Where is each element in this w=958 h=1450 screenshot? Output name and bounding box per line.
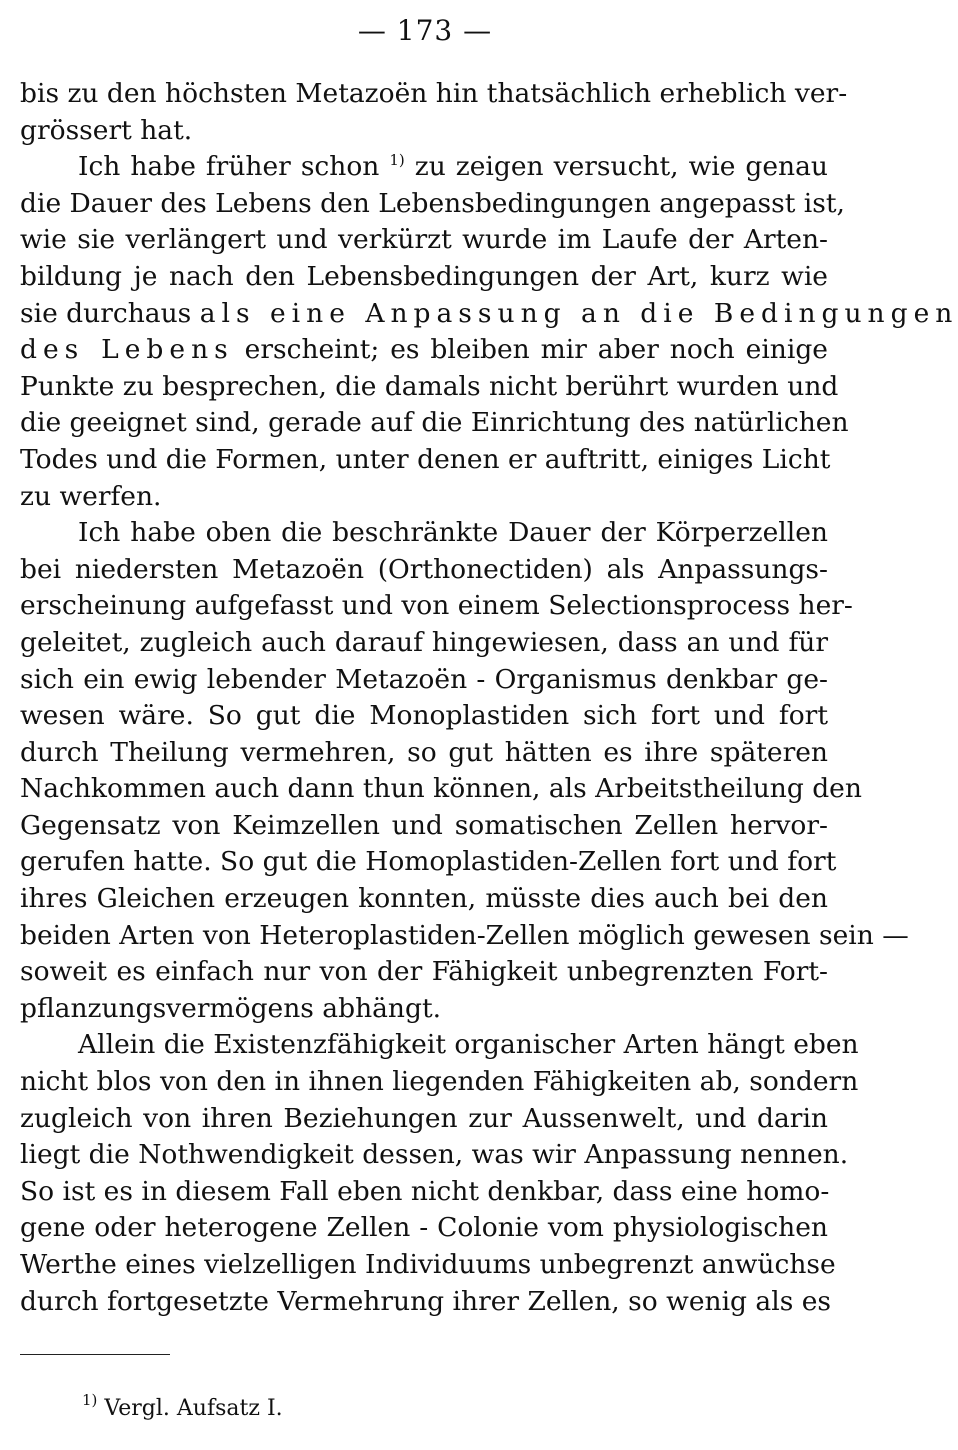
text-line: Gegensatz von Keimzellen und somatischen Zellen hervor- bbox=[20, 809, 828, 841]
text-line: Punkte zu besprechen, die damals nicht berührt wurden und bbox=[20, 370, 839, 402]
text-line: durch Theilung vermehren, so gut hätten es ihre späteren bbox=[20, 736, 828, 768]
text-line: Todes und die Formen, unter denen er auftritt, einiges Licht bbox=[20, 443, 831, 475]
footnote bbox=[82, 1391, 283, 1421]
emphasized-text: des Lebens bbox=[20, 334, 234, 366]
text-segment: erscheint; es bleiben mir aber noch einige bbox=[244, 334, 828, 366]
text-line: soweit es einfach nur von der Fähigkeit unbegrenzten Fort- bbox=[20, 956, 828, 988]
text-segment: sie durchaus bbox=[20, 297, 192, 329]
text-line: geleitet, zugleich auch darauf hingewiesen, dass an und für bbox=[20, 626, 828, 658]
text-line: Werthe eines vielzelligen Individuums unbegrenzt anwüchse bbox=[20, 1249, 836, 1280]
text-line: grössert hat. bbox=[20, 114, 193, 146]
text-line: bildung je nach den Lebensbedingungen der Art, kurz wie bbox=[20, 260, 828, 292]
text-line: erscheinung aufgefasst und von einem Selectionsprocess her- bbox=[20, 590, 853, 622]
text-line: wesen wäre. So gut die Monoplastiden sich fort und fort bbox=[20, 700, 828, 732]
text-line: Ich habe oben die beschränkte Dauer der Körperzellen bbox=[78, 517, 828, 549]
page-number: — 173 — bbox=[357, 14, 493, 47]
footnote-divider bbox=[20, 1354, 170, 1355]
text-line: sich ein ewig lebender Metazoën - Organismus denkbar ge- bbox=[20, 663, 828, 695]
text-line: ihres Gleichen erzeugen konnten, müsste dies auch bei den bbox=[20, 883, 828, 915]
emphasized-text: als eine Anpassung an die Bedingungen bbox=[199, 297, 958, 329]
text-line: So ist es in diesem Fall eben nicht denkbar, dass eine homo- bbox=[20, 1175, 830, 1207]
footnote-reference: 1) bbox=[389, 151, 405, 170]
text-line: gene oder heterogene Zellen - Colonie vom physiologischen bbox=[20, 1212, 828, 1244]
text-line: pflanzungsvermögens abhängt. bbox=[20, 992, 442, 1024]
text-line: liegt die Nothwendigkeit dessen, was wir Anpassung nennen. bbox=[20, 1139, 849, 1171]
text-line: die geeignet sind, gerade auf die Einrichtung des natürlichen bbox=[20, 407, 849, 439]
text-line: zugleich von ihren Beziehungen zur Aussenwelt, und darin bbox=[20, 1102, 828, 1134]
footnote-text: Vergl. Aufsatz I. bbox=[104, 1396, 283, 1421]
text-line: durch fortgesetzte Vermehrung ihrer Zellen, so wenig als es bbox=[20, 1285, 832, 1317]
text-line: bis zu den höchsten Metazoën hin thatsächlich erheblich ver- bbox=[20, 78, 848, 109]
text-line bbox=[20, 332, 828, 369]
text-line: zu werfen. bbox=[20, 480, 162, 512]
text-line: beiden Arten von Heteroplastiden-Zellen möglich gewesen sein — bbox=[20, 919, 909, 951]
text-segment: zu zeigen versucht, wie genau bbox=[414, 151, 828, 183]
body-text bbox=[20, 76, 958, 1320]
text-line: bei niedersten Metazoën (Orthonectiden) als Anpassungs- bbox=[20, 553, 828, 585]
text-line bbox=[20, 149, 828, 186]
footnote-marker: 1) bbox=[82, 1391, 98, 1409]
text-line: gerufen hatte. So gut die Homoplastiden-Zellen fort und fort bbox=[20, 846, 837, 878]
text-segment: Ich habe früher schon bbox=[78, 151, 380, 183]
text-line: wie sie verlängert und verkürzt wurde im Laufe der Arten- bbox=[20, 224, 828, 256]
text-line: Allein die Existenzfähigkeit organischer Arten hängt eben bbox=[78, 1029, 859, 1061]
text-line: Nachkommen auch dann thun können, als Arbeitstheilung den bbox=[20, 773, 862, 805]
text-line bbox=[20, 296, 958, 333]
text-line: die Dauer des Lebens den Lebensbedingungen angepasst ist, bbox=[20, 187, 845, 219]
text-line: nicht blos von den in ihnen liegenden Fähigkeiten ab, sondern bbox=[20, 1066, 859, 1098]
